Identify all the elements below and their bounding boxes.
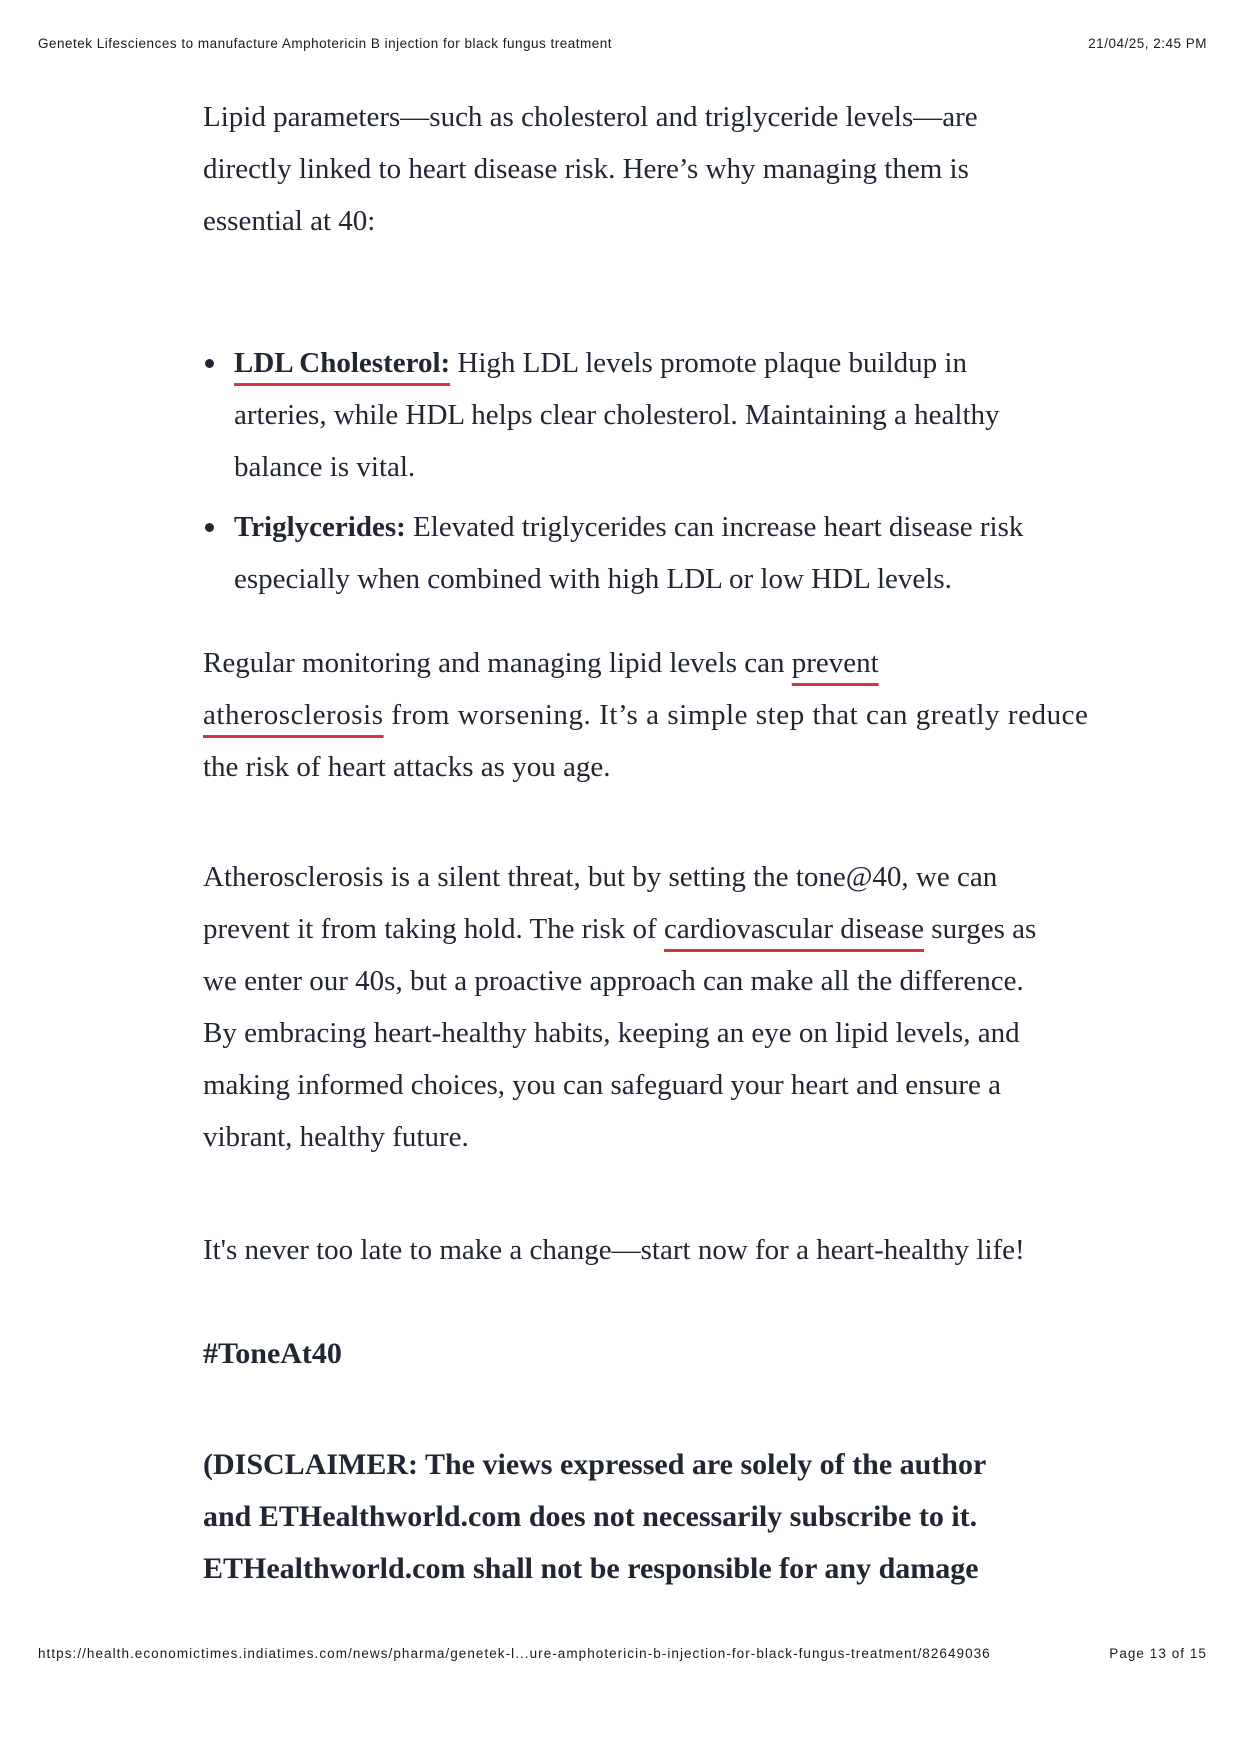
paragraph-closing <box>203 1224 1240 1276</box>
atherosclerosis-link[interactable]: atherosclerosis <box>203 699 384 731</box>
text-segment: High LDL levels promote plaque buildup in <box>450 347 967 379</box>
text-line: balance is vital. <box>234 451 416 483</box>
text-segment: prevent it from taking hold. The risk of <box>203 913 664 945</box>
text-line: (DISCLAIMER: The views expressed are solely of the author <box>203 1448 987 1481</box>
text-line: making informed choices, you can safeguard your heart and ensure a <box>203 1069 1001 1101</box>
print-footer <box>38 1646 1207 1661</box>
footer-page-number: Page 13 of 15 <box>1109 1646 1207 1661</box>
bullet-item-triglycerides <box>203 501 1240 605</box>
text-line <box>234 501 1240 553</box>
text-line <box>234 337 1240 389</box>
paragraph-outlook <box>203 851 1240 1163</box>
text-segment: Regular monitoring and managing lipid levels can <box>203 647 792 679</box>
text-line: ETHealthworld.com shall not be responsible for any damage <box>203 1552 979 1585</box>
text-line: directly linked to heart disease risk. Here’s why managing them is <box>203 153 969 185</box>
text-line <box>203 903 1240 955</box>
paragraph-monitoring <box>203 637 1240 793</box>
header-datetime: 21/04/25, 2:45 PM <box>1088 36 1207 51</box>
text-segment: surges as <box>924 913 1037 945</box>
hashtag-line <box>203 1328 1240 1380</box>
text-line <box>203 689 1240 741</box>
bullet-list <box>203 337 1240 605</box>
text-line: we enter our 40s, but a proactive approach can make all the difference. <box>203 965 1024 997</box>
text-line: It's never too late to make a change—start now for a heart-healthy life! <box>203 1234 1025 1266</box>
text-line: arteries, while HDL helps clear cholesterol. Maintaining a healthy <box>234 399 1000 431</box>
footer-url: https://health.economictimes.indiatimes.com/news/pharma/genetek-l...ure-amphotericin-b-injection-for-black-fungus-treatment/82649036 <box>38 1646 991 1661</box>
article-body <box>203 91 1240 1595</box>
text-line <box>203 637 1240 689</box>
cardiovascular-disease-link[interactable]: cardiovascular disease <box>663 913 925 945</box>
text-line: By embracing heart-healthy habits, keeping an eye on lipid levels, and <box>203 1017 1020 1049</box>
paragraph-intro <box>203 91 1240 247</box>
text-line: the risk of heart attacks as you age. <box>203 751 611 783</box>
header-title: Genetek Lifesciences to manufacture Amphotericin B injection for black fungus treatment <box>38 36 613 51</box>
text-line: #ToneAt40 <box>203 1337 342 1370</box>
prevent-link[interactable]: prevent <box>791 647 879 679</box>
term-triglycerides: Triglycerides: <box>234 511 406 543</box>
text-line: Atherosclerosis is a silent threat, but by setting the tone@40, we can <box>203 861 998 893</box>
print-header <box>38 36 1207 51</box>
ldl-cholesterol-link[interactable]: LDL Cholesterol: <box>234 347 451 379</box>
text-line: essential at 40: <box>203 205 376 237</box>
text-segment: from worsening. It’s a simple step that can greatly reduce <box>383 699 1089 731</box>
text-line: Lipid parameters—such as cholesterol and triglyceride levels—are <box>203 101 978 133</box>
text-segment: Elevated triglycerides can increase heart disease risk <box>405 511 1024 543</box>
text-line: vibrant, healthy future. <box>203 1121 469 1153</box>
bullet-item-ldl-cholesterol <box>203 337 1240 493</box>
paragraph-disclaimer <box>203 1439 1240 1595</box>
text-line: especially when combined with high LDL or low HDL levels. <box>234 563 952 595</box>
text-line: and ETHealthworld.com does not necessarily subscribe to it. <box>203 1500 978 1533</box>
